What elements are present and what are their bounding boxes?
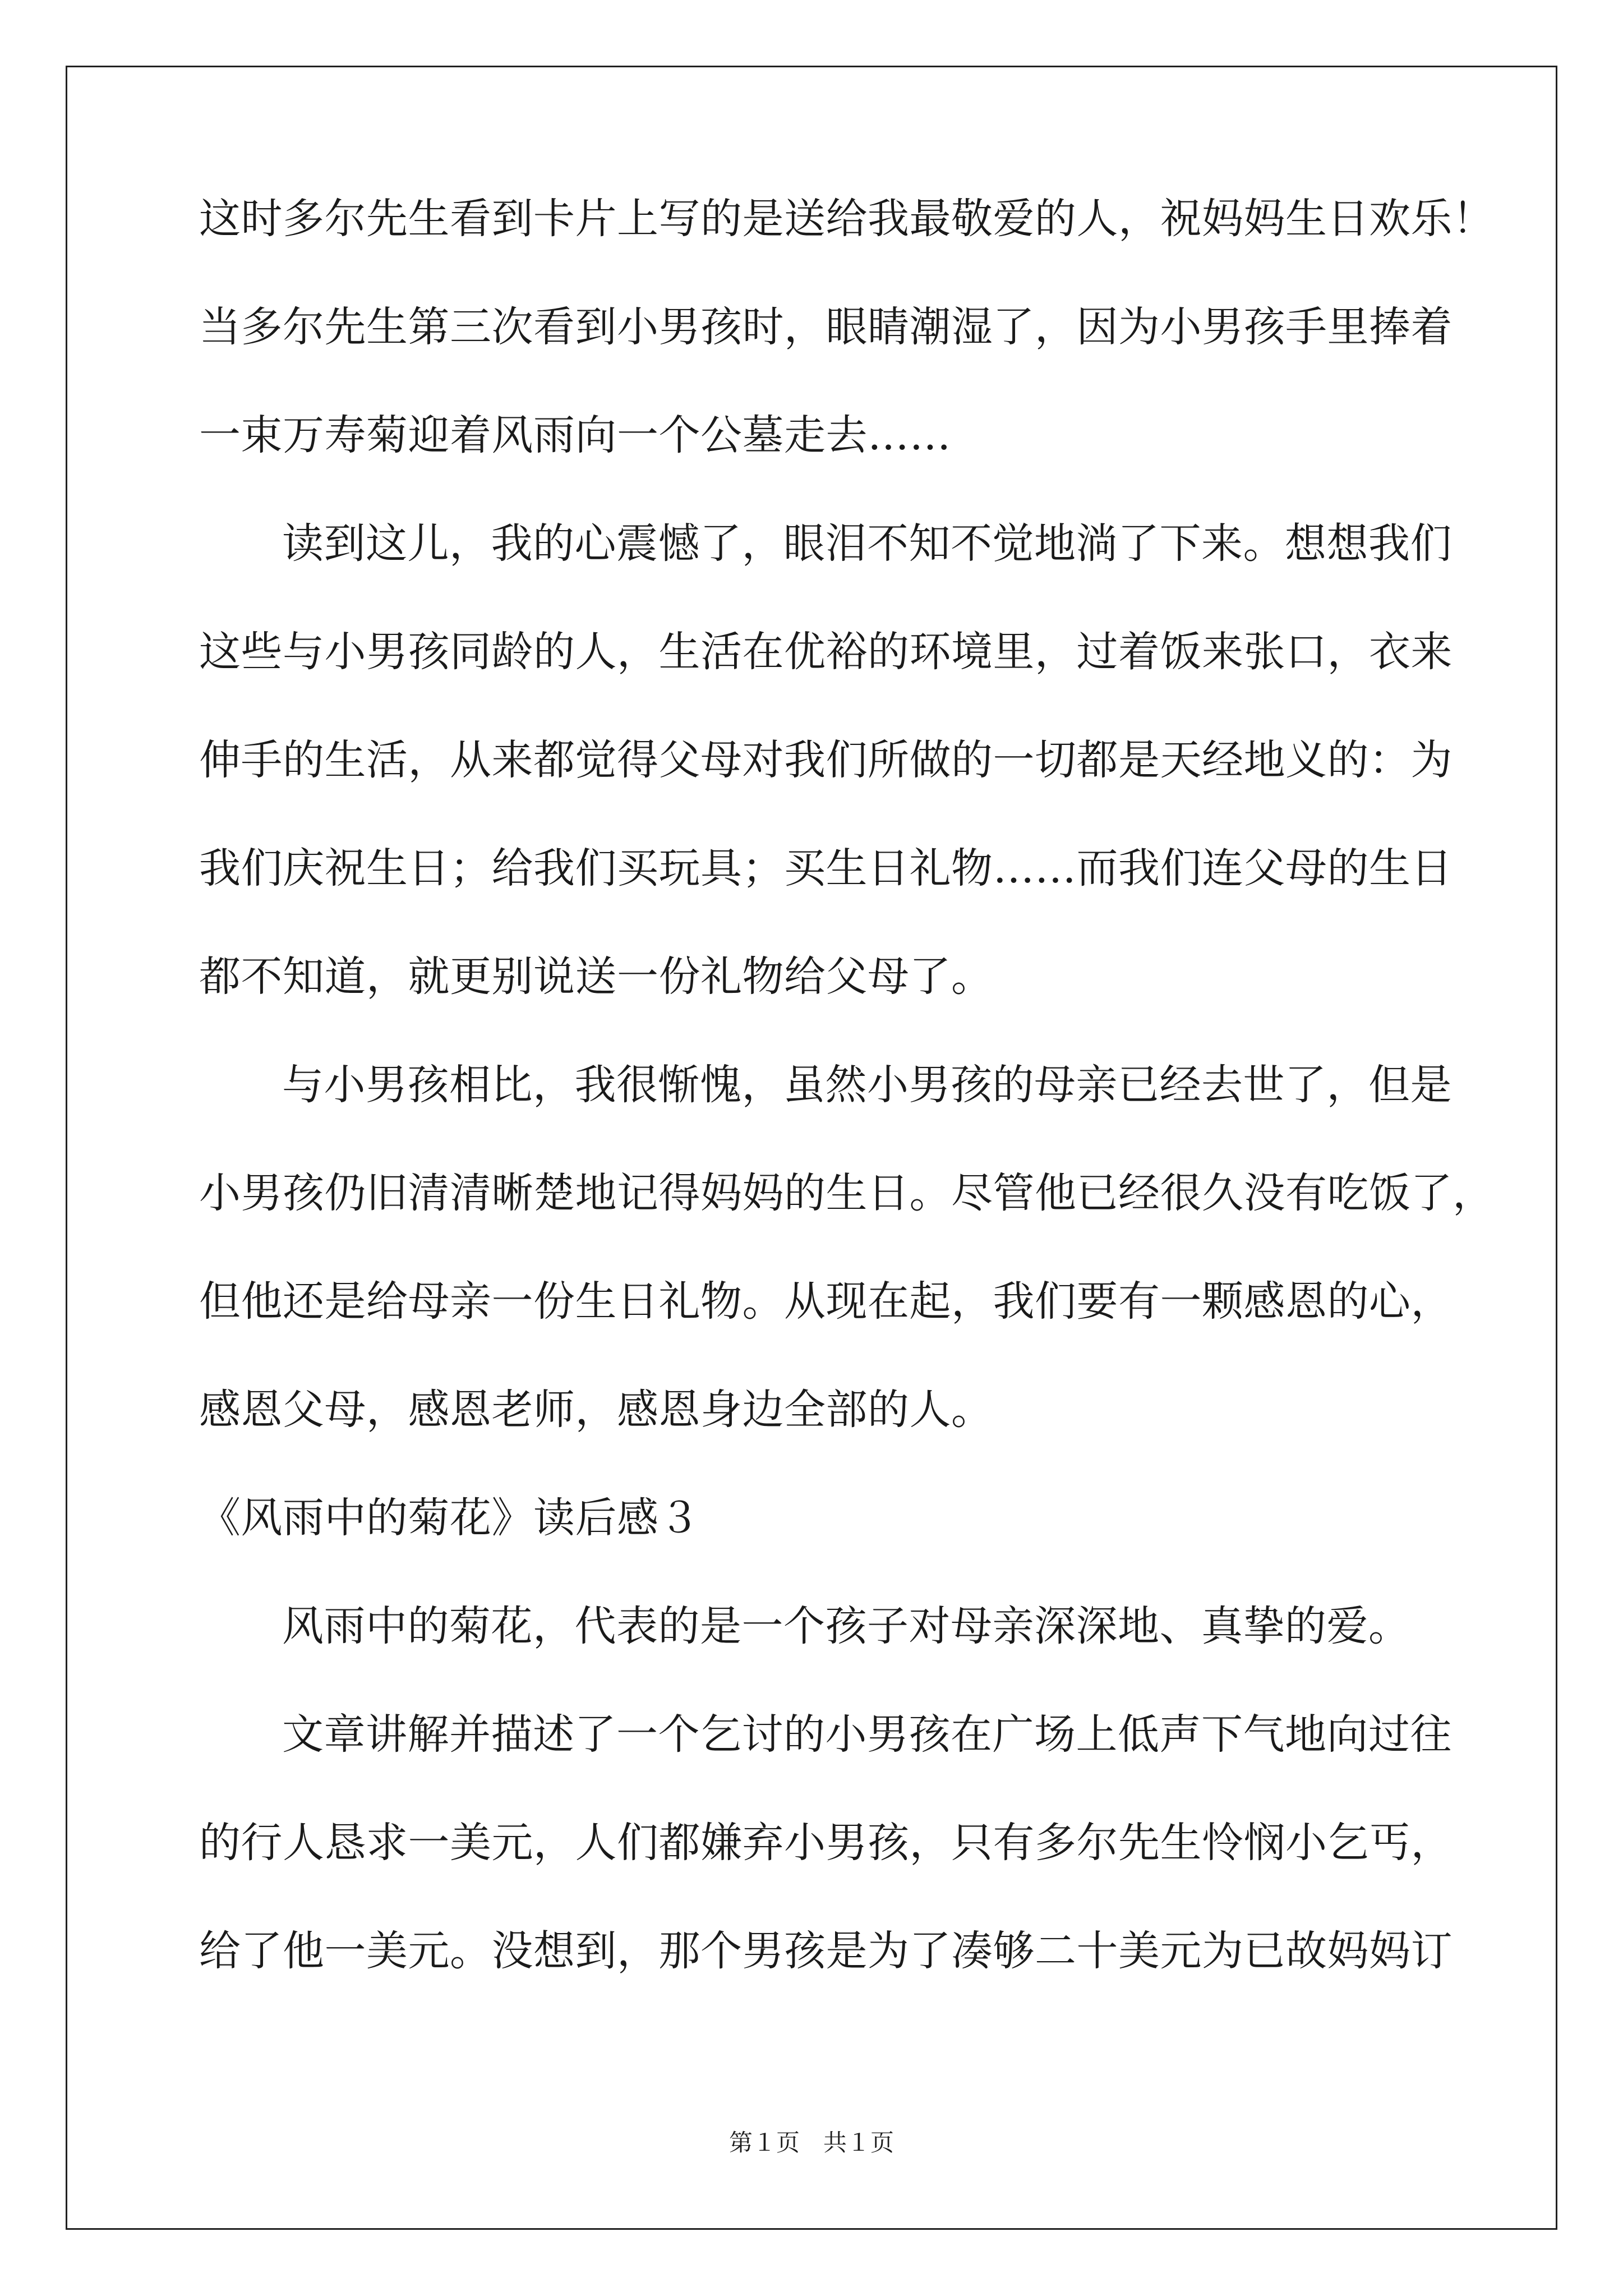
page-number-footer: 第１页 共１页 bbox=[728, 2129, 894, 2156]
text-line: 一束万寿菊迎着风雨向一个公墓走去…… bbox=[199, 411, 951, 459]
text-line: 小男孩仍旧清清晰楚地记得妈妈的生日。尽管他已经很久没有吃饭了， bbox=[199, 1169, 1495, 1217]
text-line: 都不知道，就更别说送一份礼物给父母了。 bbox=[199, 953, 993, 1001]
text-line: 感恩父母，感恩老师，感恩身边全部的人。 bbox=[199, 1386, 993, 1434]
text-line: 伸手的生活，从来都觉得父母对我们所做的一切都是天经地义的：为 bbox=[199, 736, 1453, 784]
text-line: 的行人恳求一美元，人们都嫌弃小男孩，只有多尔先生怜悯小乞丐， bbox=[199, 1819, 1453, 1867]
text-line: 但他还是给母亲一份生日礼物。从现在起，我们要有一颗感恩的心， bbox=[199, 1277, 1453, 1326]
text-line: 这些与小男孩同龄的人，生活在优裕的环境里，过着饭来张口，衣来 bbox=[199, 628, 1453, 676]
text-line: 给了他一美元。没想到，那个男孩是为了凑够二十美元为已故妈妈订 bbox=[199, 1927, 1453, 1975]
page-border bbox=[66, 66, 1557, 2230]
text-line: 我们庆祝生日；给我们买玩具；买生日礼物……而我们连父母的生日 bbox=[199, 844, 1453, 892]
paragraph-start-line: 风雨中的菊花，代表的是一个孩子对母亲深深地、真挚的爱。 bbox=[282, 1602, 1410, 1650]
paragraph-start-line: 与小男孩相比，我很惭愧，虽然小男孩的母亲已经去世了，但是 bbox=[282, 1061, 1452, 1109]
section-heading: 《风雨中的菊花》读后感３ bbox=[199, 1494, 700, 1542]
paragraph-start-line: 文章讲解并描述了一个乞讨的小男孩在广场上低声下气地向过往 bbox=[282, 1710, 1452, 1759]
text-line: 这时多尔先生看到卡片上写的是送给我最敬爱的人，祝妈妈生日欢乐！ bbox=[199, 195, 1495, 243]
text-line: 当多尔先生第三次看到小男孩时，眼睛潮湿了，因为小男孩手里捧着 bbox=[199, 303, 1453, 351]
paragraph-start-line: 读到这儿，我的心震憾了，眼泪不知不觉地淌了下来。想想我们 bbox=[282, 519, 1452, 568]
